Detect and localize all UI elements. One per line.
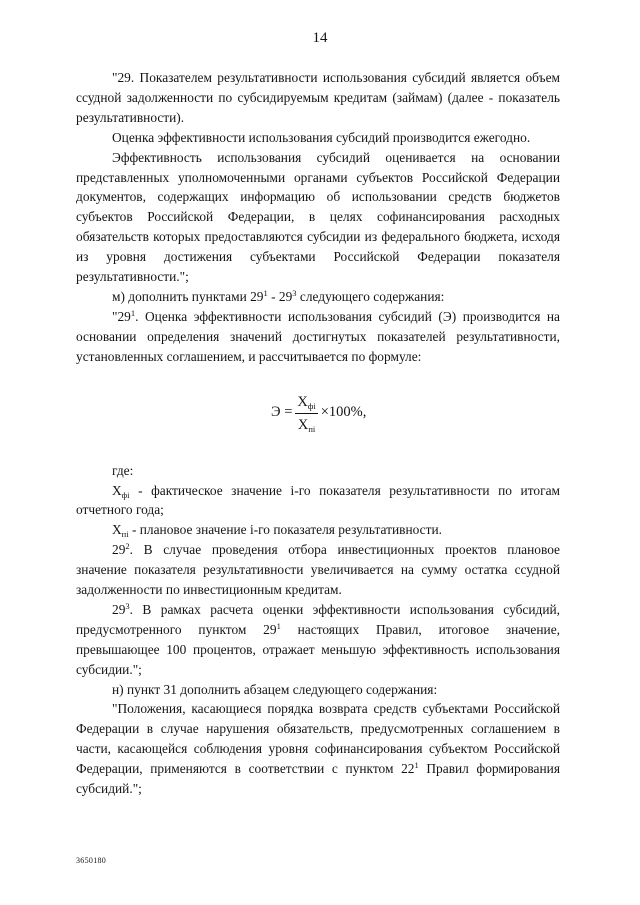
text: - 29 — [267, 288, 293, 304]
formula-numerator — [295, 393, 317, 414]
text: - плановое значение i-го показателя результативности. — [128, 522, 442, 538]
text: 29 — [112, 601, 126, 617]
superscript: 1 — [414, 760, 419, 771]
numerator-var: Х — [297, 393, 308, 410]
denominator-subscript: пi — [308, 423, 316, 434]
text: "29 — [112, 308, 131, 324]
superscript: 3 — [125, 600, 130, 611]
formula — [76, 375, 560, 455]
paragraph-provisions — [76, 699, 560, 799]
paragraph-amendment-m — [76, 287, 560, 307]
denominator-var: Х — [297, 416, 309, 433]
text: - фактическое значение i-го показателя результативности по итогам отчетного года; — [76, 482, 560, 518]
text: Правил формирования субсидий."; — [76, 761, 560, 797]
formula-fraction — [295, 393, 317, 434]
paragraph-amendment-n: н) пункт 31 дополнить абзацем следующего содержания: — [112, 681, 438, 697]
text: настоящих Правил, итоговое значение, превышающее 100 процентов, отражает меньшую эффективность использования субсидии."; — [76, 621, 560, 677]
superscript: 2 — [125, 541, 130, 552]
superscript: 1 — [276, 620, 281, 631]
formula-expression — [271, 393, 366, 434]
text: . В случае проведения отбора инвестиционных проектов плановое значение показателя результативности увеличивается на сумму остатка ссудной задолженности по инвестиционным кредитам. — [76, 542, 560, 598]
footer-document-code: 3650180 — [76, 856, 107, 865]
text: "Положения, касающиеся порядка возврата средств субъектами Российской Федерации в случае нарушения обязательств, предусмотренных соглашением в части, касающейся соблюдения уровня софинансирования субъектом Российской Федерации, применяются в соответствии с пунктом 22 — [76, 701, 560, 777]
text: . В рамках расчета оценки эффективности использования субсидий, предусмотренного пунктом 29 — [76, 601, 560, 637]
paragraph-evaluation-frequency: Оценка эффективности использования субсидий производится ежегодно. — [112, 129, 531, 145]
text: . Оценка эффективности использования субсидий (Э) производится на основании определения значений достигнутых показателей результативности, установленных соглашением, и рассчитывается по формуле: — [76, 308, 560, 364]
text: м) дополнить пунктами 29 — [112, 288, 264, 304]
numerator-subscript: фi — [307, 400, 316, 411]
paragraph-29-2 — [76, 540, 560, 600]
paragraph-29-1 — [76, 307, 560, 367]
superscript: 3 — [292, 287, 297, 298]
paragraph-def-actual — [76, 481, 560, 521]
subscript: фi — [121, 489, 130, 500]
text: 29 — [112, 542, 126, 558]
paragraph-def-planned — [76, 520, 560, 540]
paragraph-29: "29. Показателем результативности использования субсидий является объем ссудной задолженности по субсидируемым кредитам (займам) (далее - показатель результативности). — [76, 70, 560, 125]
subscript: пi — [121, 529, 129, 540]
superscript: 1 — [130, 307, 136, 318]
paragraph-29-3 — [76, 600, 560, 680]
formula-lhs: Э = — [271, 404, 293, 421]
text: следующего содержания: — [296, 288, 445, 304]
formula-denominator — [296, 414, 317, 434]
variable: Х — [112, 482, 122, 498]
paragraph-efficiency-basis: Эффективность использования субсидий оценивается на основании представленных уполномоченными органами субъектов Российской Федерации документов, содержащих информацию об использовании средств бюджетов субъектов Российской Федерации, в целях софинансирования расходных обязательств которых предоставляются субсидии из федерального бюджета, исходя из уровня достижения субъектами Российской Федерации показателя результативности."; — [76, 149, 560, 285]
paragraph-where: где: — [112, 462, 134, 478]
variable: Х — [112, 522, 122, 538]
page-number: 14 — [312, 30, 328, 46]
superscript: 1 — [263, 287, 268, 298]
document-body — [76, 68, 560, 799]
formula-rhs: ×100%, — [320, 404, 367, 421]
